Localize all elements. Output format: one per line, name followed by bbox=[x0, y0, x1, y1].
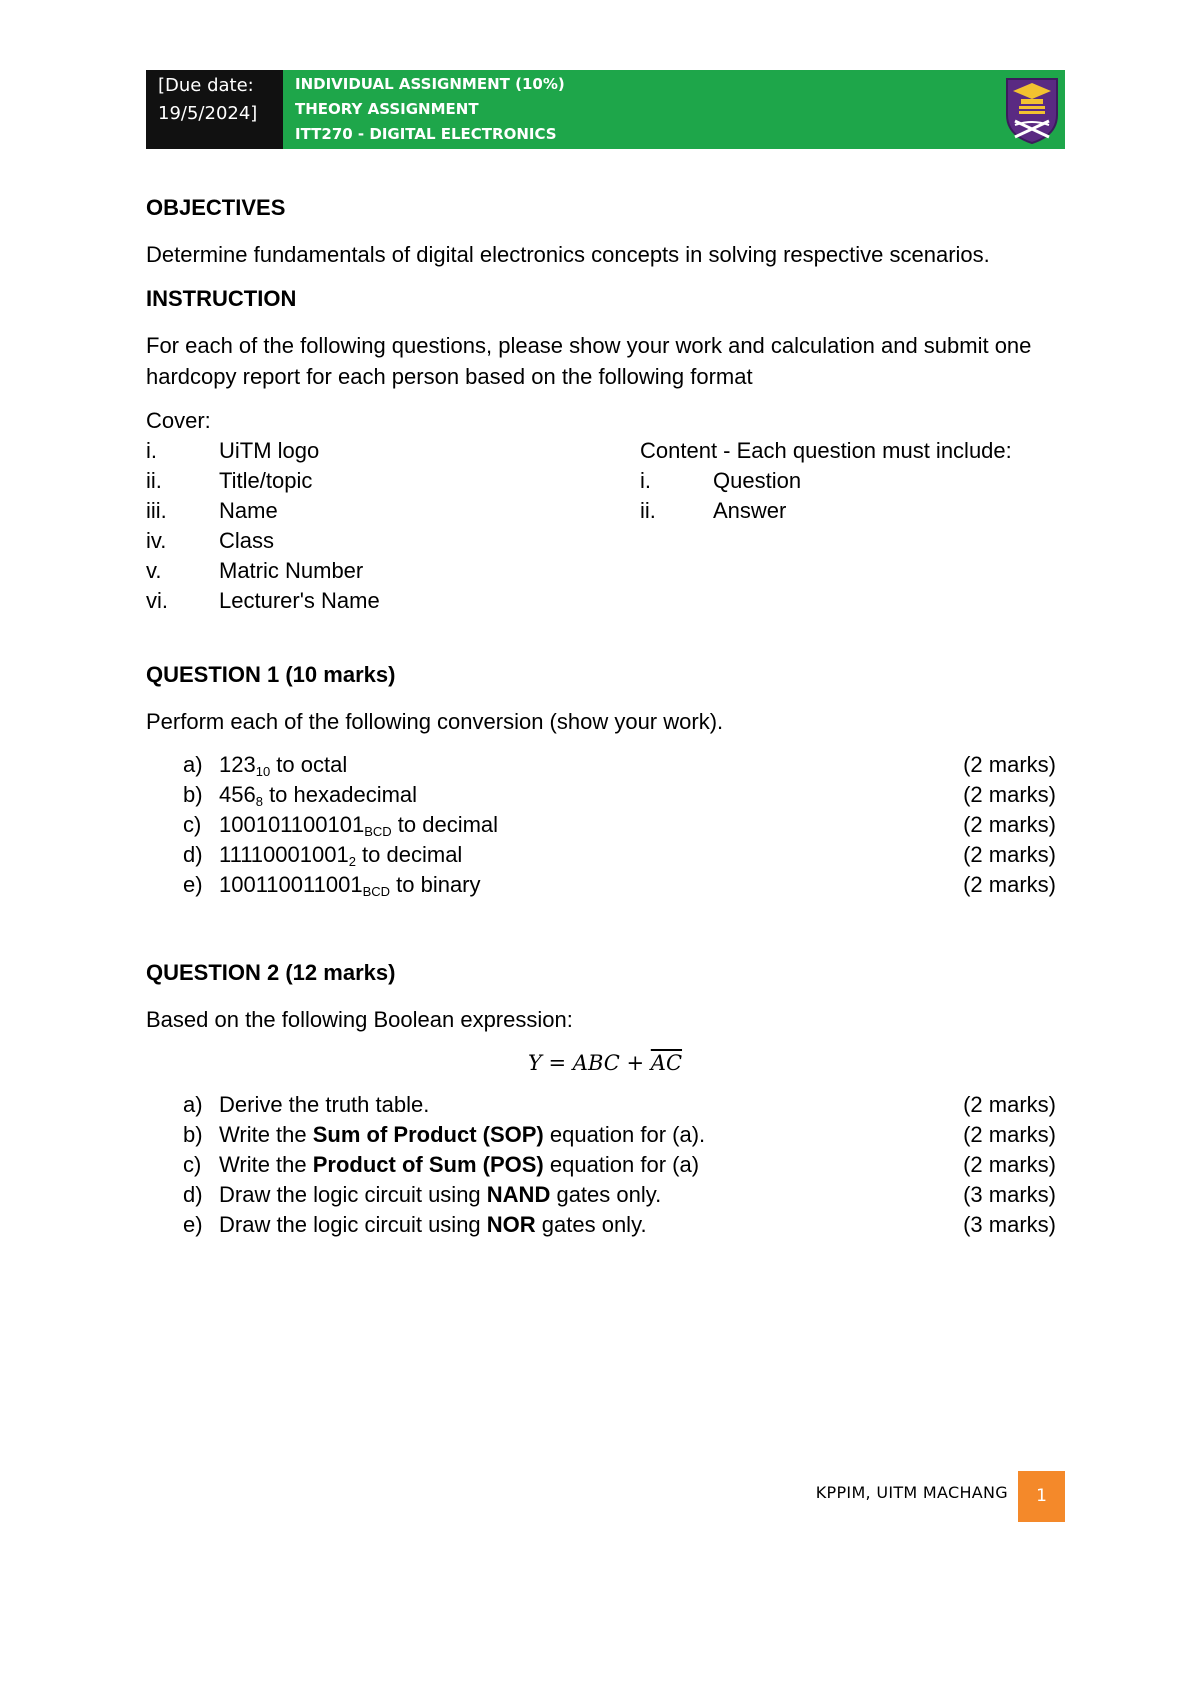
list-item: ii. Answer bbox=[640, 498, 787, 523]
question1-heading: QUESTION 1 (10 marks) bbox=[146, 662, 396, 687]
header-titles bbox=[283, 70, 1065, 149]
list-item: i. UiTM logo bbox=[146, 438, 320, 463]
instruction-heading: INSTRUCTION bbox=[146, 286, 297, 311]
main-content bbox=[146, 192, 1064, 1239]
question-item: a) $123_{10}$ to octal (2 marks) bbox=[146, 749, 1064, 779]
equation-plus: + bbox=[619, 1051, 651, 1075]
equation-lhs: Y = ABC bbox=[527, 1051, 620, 1075]
marks: (3 marks) bbox=[963, 1212, 1056, 1237]
instruction-text: For each of the following questions, please show your work and calculation and submit one hardcopy report for each person based on the following format bbox=[146, 333, 1032, 389]
equation-rhs: $\overline{AC}$ bbox=[650, 1051, 683, 1075]
question1-intro: Perform each of the following conversion (show your work). bbox=[146, 709, 724, 734]
boolean-expression bbox=[146, 1043, 1064, 1083]
due-date-line1: [Due date: bbox=[158, 75, 254, 96]
question2-intro: Based on the following Boolean expression: bbox=[146, 1007, 573, 1032]
question2-items bbox=[146, 1089, 1064, 1239]
format-columns bbox=[146, 435, 1064, 615]
list-item: i. Question bbox=[640, 468, 802, 493]
question-item: e) Draw the logic circuit using NOR gates only. (3 marks) bbox=[146, 1209, 1064, 1239]
list-item: iv. Class bbox=[146, 528, 275, 553]
due-date-line2: 19/5/2024] bbox=[158, 103, 258, 124]
header-title-type: THEORY ASSIGNMENT bbox=[295, 100, 479, 118]
content-list bbox=[640, 435, 1064, 615]
header-title-assignment: INDIVIDUAL ASSIGNMENT (10%) bbox=[295, 75, 565, 93]
question-item: a) Derive the truth table. (2 marks) bbox=[146, 1089, 1064, 1119]
uitm-crest-icon bbox=[1003, 75, 1061, 145]
question2-heading: QUESTION 2 (12 marks) bbox=[146, 960, 396, 985]
list-item: iii. Name bbox=[146, 498, 278, 523]
question-item: c) Write the Product of Sum (POS) equation for (a) (2 marks) bbox=[146, 1149, 1064, 1179]
question-item: d) $11110001001_2$ to decimal (2 marks) bbox=[146, 839, 1064, 869]
marks: (2 marks) bbox=[963, 842, 1056, 867]
list-item: v. Matric Number bbox=[146, 558, 364, 583]
list-item: vi. Lecturer's Name bbox=[146, 588, 380, 613]
question-item: c) $100101100101_{BCD}$ to decimal (2 marks) bbox=[146, 809, 1064, 839]
marks: (2 marks) bbox=[963, 752, 1056, 777]
header-bar bbox=[146, 70, 1065, 149]
marks: (2 marks) bbox=[963, 1122, 1056, 1147]
objectives-heading: OBJECTIVES bbox=[146, 195, 286, 220]
due-date-box bbox=[146, 70, 283, 149]
marks: (2 marks) bbox=[963, 782, 1056, 807]
marks: (2 marks) bbox=[963, 872, 1056, 897]
question-item: b) Write the Sum of Product (SOP) equation for (a). (2 marks) bbox=[146, 1119, 1064, 1149]
marks: (3 marks) bbox=[963, 1182, 1056, 1207]
footer-institution: KPPIM, UITM MACHANG bbox=[815, 1483, 1008, 1502]
content-label: Content - Each question must include: bbox=[640, 438, 1012, 463]
question-item: b) $456_8$ to hexadecimal (2 marks) bbox=[146, 779, 1064, 809]
cover-list bbox=[146, 435, 640, 615]
marks: (2 marks) bbox=[963, 1152, 1056, 1177]
header-title-course: ITT270 - DIGITAL ELECTRONICS bbox=[295, 125, 557, 143]
page-number-badge: 1 bbox=[1018, 1471, 1065, 1522]
objectives-text: Determine fundamentals of digital electronics concepts in solving respective scenarios. bbox=[146, 242, 990, 267]
marks: (2 marks) bbox=[963, 812, 1056, 837]
cover-label: Cover: bbox=[146, 408, 211, 433]
question-item: d) Draw the logic circuit using NAND gates only. (3 marks) bbox=[146, 1179, 1064, 1209]
marks: (2 marks) bbox=[963, 1092, 1056, 1117]
question-item: e) $100110011001_{BCD}$ to binary (2 marks) bbox=[146, 869, 1064, 899]
question1-items bbox=[146, 749, 1064, 899]
list-item: ii. Title/topic bbox=[146, 468, 313, 493]
